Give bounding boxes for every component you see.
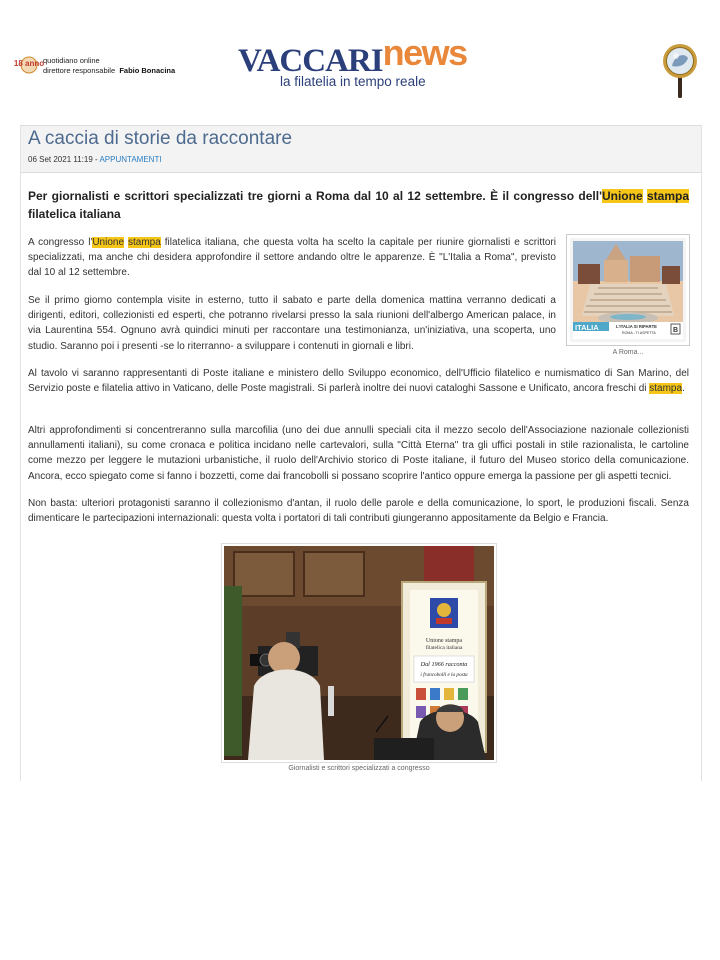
paragraph-5: Non basta: ulteriori protagonisti saranno il collezionismo d'antan, il ruolo delle parole e della comunicazione, lo sport, le produzioni fiscali. Senza dimenticare le partecipazioni internazionali: questa volta i portatori di tali contributi giungeranno appositamente da Belgio e Francia. [28,498,689,525]
category-link[interactable]: APPUNTAMENTI [99,155,162,164]
tagline-line1: quotidiano online [43,56,100,65]
poster-line4: i francobolli e la posta [420,672,468,678]
article [20,125,702,781]
highlight-unione: Unione [92,237,125,248]
meta-separator: - [92,155,100,164]
article-date: 06 Set 2021 11:19 [28,155,93,164]
p1-text-end: filatelica italiana, che questa volta ha scelto la capitale per riunire giornalisti e scrittori specializzati, ma anche chi desidera approfondire il settore andando oltre le apparenze. È "L'Italia a Roma", previsto dal 10 al 12 settembre. [28,237,556,279]
stamp-sublabel: ROMA - TI ASPETTA [622,331,656,335]
poster-line3: Dal 1966 racconta [420,661,468,668]
site-logo[interactable] [238,32,498,96]
p1-text: A congresso l' [28,237,93,248]
paragraph-4: Altri approfondimenti si concentreranno sulla marcofilia (uno dei due annulli speciali cita il mezzo secolo dell'Associazione nazionale collezionisti annullamenti italiani), su come cronaca e politica incidano nelle cartevalori, sulla "Città Eterna" tra gli uffici postali in stile razionalista, le cartoline come mezzo per leggere le mutazioni urbanistiche, il ruolo dell'Archivio storico di Poste italiane, il futuro del Museo storico della comunicazione. Ancora, ecco spiegato come si fanno i bozzetti, come dai francobolli si possano scoprire l'antico oppure emerga la passione per gli aspetti tecnici. [28,425,689,482]
stamp-caption: A Roma... [612,349,644,356]
photo-caption: Giornalisti e scrittori specializzati a congresso [288,765,430,772]
p3-text: Al tavolo vi saranno rappresentanti di Poste italiane e ministero dello Sviluppo economico, dell'Ufficio filatelico e numismatico di San Marino, del Servizio poste e filatelia attivo in Vaticano, delle Poste magistrali. Si parlerà inoltre dei nuovi cataloghi Sassone e Unificato, ancora freschi di [28,368,689,395]
site-header [0,0,720,110]
article-header [21,125,701,173]
p3-text-end: . [682,383,685,395]
logo-wordmark [238,32,467,79]
stamp-value: B [672,327,679,334]
logo-subtitle: la filatelia in tempo reale [280,74,426,89]
article-meta [28,155,162,164]
stamp-country: ITALIA [575,323,599,332]
tagline-line2 [43,66,175,76]
magnifier-icon[interactable] [660,42,700,100]
tagline [43,56,175,76]
editor-name: Fabio Bonacina [119,66,176,75]
tagline-director-label: direttore responsabile [43,66,116,75]
lead-text: Per giornalisti e scrittori specializzati tre giorni a Roma dal 10 al 12 settembre. È il congresso dell' [28,189,602,203]
article-title[interactable]: A caccia di storie da raccontare [28,128,293,149]
badge-text: 18 anno [13,59,45,68]
stamp-image[interactable] [566,234,690,346]
highlight-stampa: stampa [128,237,161,248]
poster-line1: Unione stampa [425,638,463,644]
congress-photo[interactable] [221,543,497,763]
paragraph-2: Se il primo giorno contempla visite in esterno, tutto il sabato e parte della domenica mattina verranno dedicati a dirigenti, editori, collezionisti ed esperti, che potranno rivelarsi presso la sala riunioni dell'albergo American palace, in via Laurentina 554. Ognuno avrà quindici minuti per raccontare una testimonianza, un'iniziativa, una scoperta, uno studio. Saranno poi i presenti -se lo riterranno- a sviluppare i contenuti in giornali e libri. [28,295,556,352]
stamp-label: L'ITALIA SI RIPARTE [616,324,657,329]
paragraph-1 [28,235,556,281]
logo-vaccari: VACCARI [238,43,383,79]
anniversary-badge [13,56,45,74]
article-lead [28,187,689,223]
paragraph-3 [28,366,689,396]
highlight-stampa: stampa [649,383,683,395]
highlight-stampa: stampa [646,189,690,203]
highlight-unione: Unione [601,189,643,203]
lead-text-end: filatelica italiana [28,207,121,221]
logo-news: news [382,32,467,73]
poster-line2: filatelica italiana [425,645,463,651]
